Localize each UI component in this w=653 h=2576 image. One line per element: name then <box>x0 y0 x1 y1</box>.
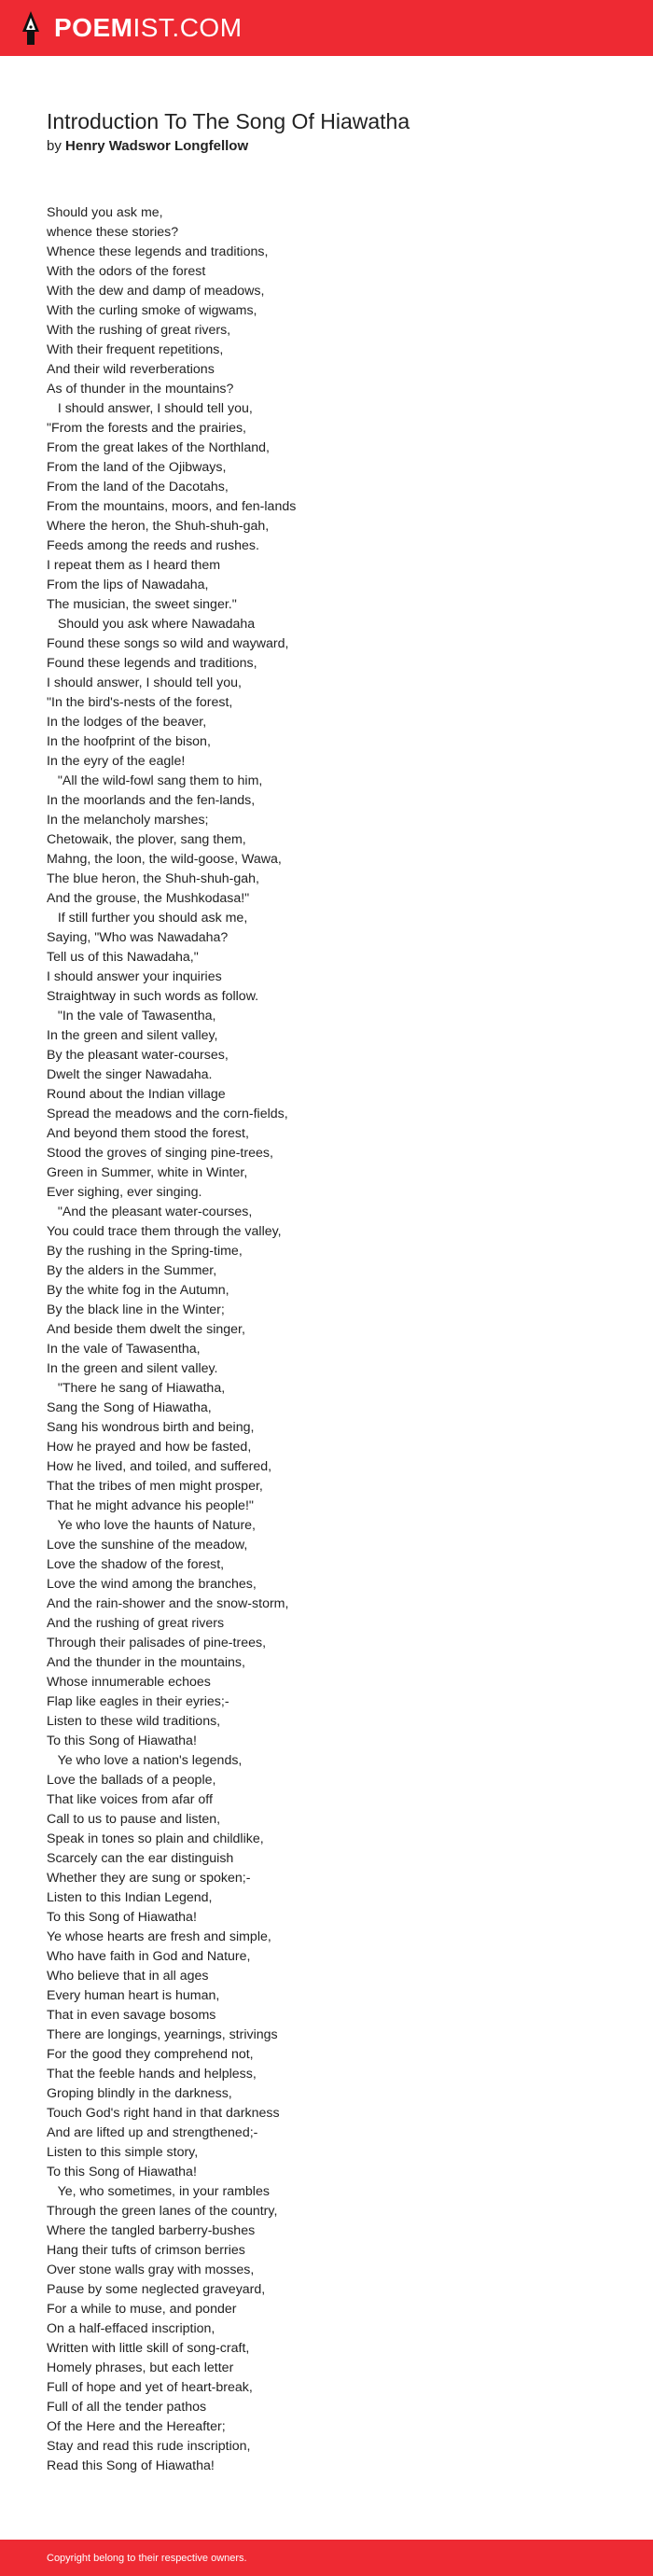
poem-line: Who believe that in all ages <box>47 1969 209 1984</box>
poem-line: "In the vale of Tawasentha, <box>47 1009 216 1023</box>
poem-line: Found these legends and traditions, <box>47 656 257 671</box>
poem-line: Love the ballads of a people, <box>47 1773 216 1788</box>
poem-line: With the rushing of great rivers, <box>47 323 231 338</box>
poem-line: Dwelt the singer Nawadaha. <box>47 1067 213 1082</box>
poem-line: I should answer, I should tell you, <box>47 401 253 416</box>
poem-line: "In the bird's-nests of the forest, <box>47 695 233 710</box>
poem-line: Ye who love the haunts of Nature, <box>47 1518 256 1533</box>
poem-line: Full of hope and yet of heart-break, <box>47 2380 253 2395</box>
poem-line: To this Song of Hiawatha! <box>47 1734 197 1748</box>
poem-line: Green in Summer, white in Winter, <box>47 1165 248 1180</box>
poem-line: whence these stories? <box>47 225 179 240</box>
poem-line: In the eyry of the eagle! <box>47 754 186 769</box>
poem-title: Introduction To The Song Of Hiawatha <box>47 109 410 133</box>
poem-line: I should answer, I should tell you, <box>47 675 242 690</box>
poem-line: In the green and silent valley. <box>47 1361 218 1376</box>
poem-line: From the land of the Ojibways, <box>47 460 227 475</box>
poem-line: And the thunder in the mountains, <box>47 1655 245 1670</box>
poem-line: Every human heart is human, <box>47 1988 220 2003</box>
poem-line: Of the Here and the Hereafter; <box>47 2419 226 2434</box>
poem-line: And beside them dwelt the singer, <box>47 1322 245 1337</box>
poem-line: Round about the Indian village <box>47 1087 226 1102</box>
poem-line: "From the forests and the prairies, <box>47 421 246 436</box>
poem-line: Written with little skill of song-craft, <box>47 2341 250 2356</box>
poem-line: Listen to this simple story, <box>47 2145 199 2160</box>
author-name: Henry Wadswor Longfellow <box>65 138 249 154</box>
poem-line: By the white fog in the Autumn, <box>47 1283 229 1298</box>
poem-line: Read this Song of Hiawatha! <box>47 2458 215 2473</box>
poem-line: "There he sang of Hiawatha, <box>47 1381 226 1396</box>
poem-line: I should answer your inquiries <box>47 969 222 984</box>
poem-line: Over stone walls gray with mosses, <box>47 2263 255 2277</box>
poem-line: Spread the meadows and the corn-fields, <box>47 1107 288 1121</box>
poem-line: That the tribes of men might prosper, <box>47 1479 263 1494</box>
poem-line: Should you ask where Nawadaha <box>47 617 256 632</box>
poem-line: Touch God's right hand in that darkness <box>47 2106 280 2121</box>
poem-byline <box>47 138 248 154</box>
poem-line: Pause by some neglected graveyard, <box>47 2282 266 2297</box>
poem-line: Love the shadow of the forest, <box>47 1557 225 1572</box>
poem-line: Who have faith in God and Nature, <box>47 1949 251 1964</box>
poem-line: Listen to this Indian Legend, <box>47 1890 213 1905</box>
poem-line: Call to us to pause and listen, <box>47 1812 221 1827</box>
poem-line: And are lifted up and strengthened;- <box>47 2125 258 2140</box>
poem-line: Mahng, the loon, the wild-goose, Wawa, <box>47 852 282 867</box>
poem-line: Chetowaik, the plover, sang them, <box>47 832 246 847</box>
poem-line: By the pleasant water-courses, <box>47 1048 229 1063</box>
poem-line: Ye who love a nation's legends, <box>47 1753 243 1768</box>
poem-line: On a half-effaced inscription, <box>47 2321 215 2336</box>
poem-line: Love the sunshine of the meadow, <box>47 1538 248 1553</box>
poem-line: Full of all the tender pathos <box>47 2400 207 2415</box>
poem-line: Homely phrases, but each letter <box>47 2360 234 2375</box>
poem-line: By the alders in the Summer, <box>47 1263 217 1278</box>
poem-line: Listen to these wild traditions, <box>47 1714 221 1729</box>
poem-line: Love the wind among the branches, <box>47 1577 257 1592</box>
poem-body <box>47 203 606 2476</box>
poem-line: Scarcely can the ear distinguish <box>47 1851 234 1866</box>
poem-line: You could trace them through the valley, <box>47 1224 282 1239</box>
poem-line: For the good they comprehend not, <box>47 2047 254 2062</box>
poem-line: Ye whose hearts are fresh and simple, <box>47 1929 271 1944</box>
poem-line: "All the wild-fowl sang them to him, <box>47 773 263 788</box>
poem-line: That the feeble hands and helpless, <box>47 2067 257 2082</box>
poem-line: Sang his wondrous birth and being, <box>47 1420 255 1435</box>
poem-line: In the hoofprint of the bison, <box>47 734 211 749</box>
site-header <box>0 0 653 56</box>
brand-bold-text: POEM <box>54 13 133 42</box>
poem-line: From the great lakes of the Northland, <box>47 440 270 455</box>
poem-line: Stay and read this rude inscription, <box>47 2439 251 2454</box>
poem-line: With the curling smoke of wigwams, <box>47 303 257 318</box>
poem-line: In the moorlands and the fen-lands, <box>47 793 256 808</box>
poem-line: And their wild reverberations <box>47 362 215 377</box>
poem-line: In the green and silent valley, <box>47 1028 218 1043</box>
poem-line: Ye, who sometimes, in your rambles <box>47 2184 270 2199</box>
poem-line: Hang their tufts of crimson berries <box>47 2243 245 2258</box>
poem-line: I repeat them as I heard them <box>47 558 221 573</box>
poem-line: For a while to muse, and ponder <box>47 2302 237 2317</box>
poem-line: Saying, "Who was Nawadaha? <box>47 930 229 945</box>
site-logo-link[interactable] <box>54 13 243 43</box>
poem-line: Feeds among the reeds and rushes. <box>47 538 259 553</box>
poem-line: Whence these legends and traditions, <box>47 244 269 259</box>
poem-line: And beyond them stood the forest, <box>47 1126 249 1141</box>
poem-line: Ever sighing, ever singing. <box>47 1185 202 1200</box>
poem-line: Sang the Song of Hiawatha, <box>47 1400 212 1415</box>
poem-line: Whether they are sung or spoken;- <box>47 1871 251 1886</box>
poem-line: Speak in tones so plain and childlike, <box>47 1831 264 1846</box>
poem-line: Groping blindly in the darkness, <box>47 2086 232 2101</box>
poem-line: Where the tangled barberry-bushes <box>47 2223 256 2238</box>
pen-nib-icon[interactable] <box>17 7 45 49</box>
poem-line: By the black line in the Winter; <box>47 1302 225 1317</box>
poem-line: Stood the groves of singing pine-trees, <box>47 1146 273 1161</box>
poem-line: Whose innumerable echoes <box>47 1675 211 1690</box>
poem-line: As of thunder in the mountains? <box>47 382 234 397</box>
poem-line: Straightway in such words as follow. <box>47 989 259 1004</box>
poem-line: Where the heron, the Shuh-shuh-gah, <box>47 519 270 534</box>
by-prefix: by <box>47 138 62 154</box>
poem-line: To this Song of Hiawatha! <box>47 2165 197 2179</box>
poem-line: That like voices from afar off <box>47 1792 213 1807</box>
poem-line: And the rain-shower and the snow-storm, <box>47 1596 289 1611</box>
poem-line: From the mountains, moors, and fen-lands <box>47 499 297 514</box>
copyright-notice: Copyright belong to their respective owners. <box>47 2552 247 2564</box>
poem-line: With the odors of the forest <box>47 264 206 279</box>
poem-line: To this Song of Hiawatha! <box>47 1910 197 1925</box>
brand-light-text: IST.COM <box>132 13 243 42</box>
poem-line: There are longings, yearnings, strivings <box>47 2027 278 2042</box>
poem-line: If still further you should ask me, <box>47 911 248 926</box>
poem-line: With the dew and damp of meadows, <box>47 284 265 299</box>
poem-line: And the rushing of great rivers <box>47 1616 225 1631</box>
poem-line: In the vale of Tawasentha, <box>47 1342 201 1357</box>
poem-line: Flap like eagles in their eyries;- <box>47 1694 229 1709</box>
site-footer <box>0 2540 653 2576</box>
poem-line: Through their palisades of pine-trees, <box>47 1636 267 1650</box>
poem-line: In the lodges of the beaver, <box>47 715 207 730</box>
poem-line: How he lived, and toiled, and suffered, <box>47 1459 272 1474</box>
poem-line: From the land of the Dacotahs, <box>47 480 229 494</box>
poem-line: And the grouse, the Mushkodasa!" <box>47 891 250 906</box>
poem-line: That in even savage bosoms <box>47 2008 216 2023</box>
poem-line: From the lips of Nawadaha, <box>47 578 209 592</box>
poem-line: Tell us of this Nawadaha," <box>47 950 199 965</box>
poem-line: By the rushing in the Spring-time, <box>47 1244 243 1259</box>
poem-line: In the melancholy marshes; <box>47 813 209 828</box>
poem-line: How he prayed and how be fasted, <box>47 1440 252 1455</box>
poem-line: The musician, the sweet singer." <box>47 597 237 612</box>
poem-line: With their frequent repetitions, <box>47 342 224 357</box>
poem-line: That he might advance his people!" <box>47 1498 254 1513</box>
poem-line: Should you ask me, <box>47 205 163 220</box>
poem-line: "And the pleasant water-courses, <box>47 1204 253 1219</box>
poem-line: Found these songs so wild and wayward, <box>47 636 289 651</box>
poem-line: Through the green lanes of the country, <box>47 2204 278 2219</box>
poem-line: The blue heron, the Shuh-shuh-gah, <box>47 871 259 886</box>
